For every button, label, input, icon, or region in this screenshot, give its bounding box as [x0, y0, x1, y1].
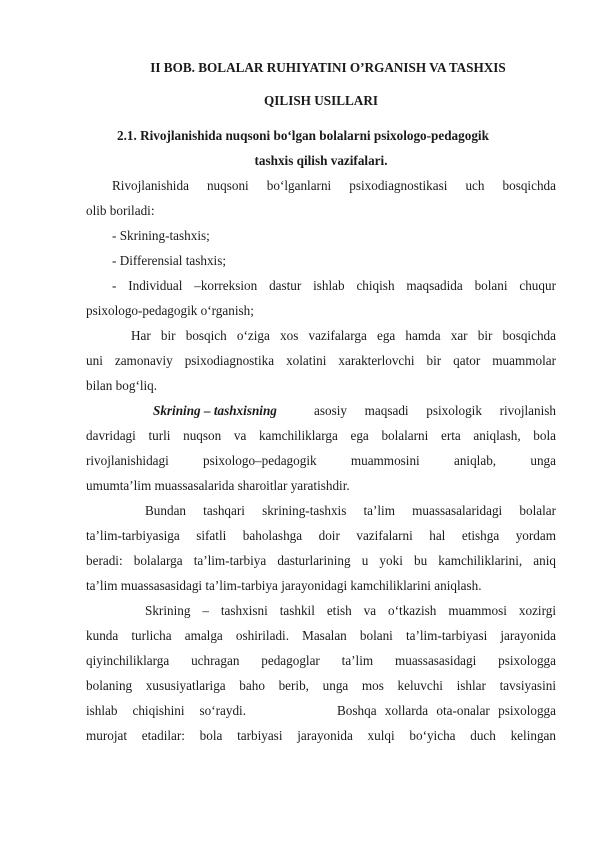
paragraph-4-line-2: ta’lim-tarbiyasiga sifatli baholashga doir vazifalarni hal etishga yordam	[86, 528, 556, 543]
paragraph-4-line-1: Bundan tashqari skrining-tashxis ta’lim muassasalaridagi bolalar	[145, 503, 556, 518]
list-item-2: - Differensial tashxis;	[112, 253, 227, 268]
paragraph-5-line-1: Skrining – tashxisni tashkil etish va o‘tkazish muammosi xozirgi	[145, 603, 556, 618]
paragraph-5-line-6: murojat etadilar: bola tarbiyasi jarayonida xulqi bo‘yicha duch kelingan	[86, 728, 556, 743]
paragraph-3-line-3: rivojlanishidagi psixologo–pedagogik muammosini aniqlab, unga	[86, 453, 556, 468]
paragraph-3-line-1	[153, 403, 556, 419]
skrining-term: Skrining – tashxisning	[153, 403, 277, 418]
list-item-3-line-2: psixologo-pedagogik o‘rganish;	[86, 303, 254, 318]
paragraph-3-line-1-rest: asosiy maqsadi psixologik rivojlanish	[314, 403, 556, 418]
paragraph-1-line-2: olib boriladi:	[86, 203, 155, 218]
chapter-title-line-2: QILISH USILLARI	[264, 93, 378, 108]
paragraph-4-line-3: beradi: bolalarga ta’lim-tarbiya dasturlarining u yoki bu kamchiliklarini, aniq	[86, 553, 556, 568]
section-title-line-2: tashxis qilish vazifalari.	[254, 153, 388, 168]
paragraph-4-line-4: ta’lim muassasasidagi ta’lim-tarbiya jarayonidagi kamchiliklarini aniqlash.	[86, 578, 482, 593]
paragraph-5-line-2: kunda turlicha amalga oshiriladi. Masalan bolani ta’lim-tarbiyasi jarayonida	[86, 628, 556, 643]
chapter-title-line-1: II BOB. BOLALAR RUHIYATINI O’RGANISH VA TASHXIS	[150, 60, 506, 75]
paragraph-5-line-3: qiyinchiliklarga uchragan pedagoglar ta’lim muassasasidagi psixologga	[86, 653, 556, 668]
paragraph-5-line-5-part-a: ishlab chiqishini so‘raydi.	[86, 703, 246, 718]
paragraph-5-line-5-part-b: Boshqa xollarda ota-onalar psixologga	[337, 703, 556, 718]
paragraph-2-line-2: uni zamonaviy psixodiagnostika xolatini xarakterlovchi bir qator muammolar	[86, 353, 556, 368]
list-item-1: - Skrining-tashxis;	[112, 228, 210, 243]
paragraph-2-line-1: Har bir bosqich o‘ziga xos vazifalarga ega hamda xar bir bosqichda	[131, 328, 556, 343]
paragraph-2-line-3: bilan bog‘liq.	[86, 378, 158, 393]
paragraph-3-line-2: davridagi turli nuqson va kamchiliklarga ega bolalarni erta aniqlash, bola	[86, 428, 556, 443]
paragraph-5-line-5	[86, 703, 556, 719]
paragraph-5-line-4: bolaning xususiyatlariga baho berib, unga mos keluvchi ishlar tavsiyasini	[86, 678, 556, 693]
list-item-3-line-1: - Individual –korreksion dastur ishlab chiqish maqsadida bolani chuqur	[112, 278, 556, 293]
section-title-line-1: 2.1. Rivojlanishida nuqsoni bo‘lgan bolalarni psixologo-pedagogik	[117, 128, 489, 143]
paragraph-3-line-4: umumta’lim muassasalarida sharoitlar yaratishdir.	[86, 478, 350, 493]
paragraph-1-line-1: Rivojlanishida nuqsoni bo‘lganlarni psixodiagnostikasi uch bosqichda	[112, 178, 556, 193]
